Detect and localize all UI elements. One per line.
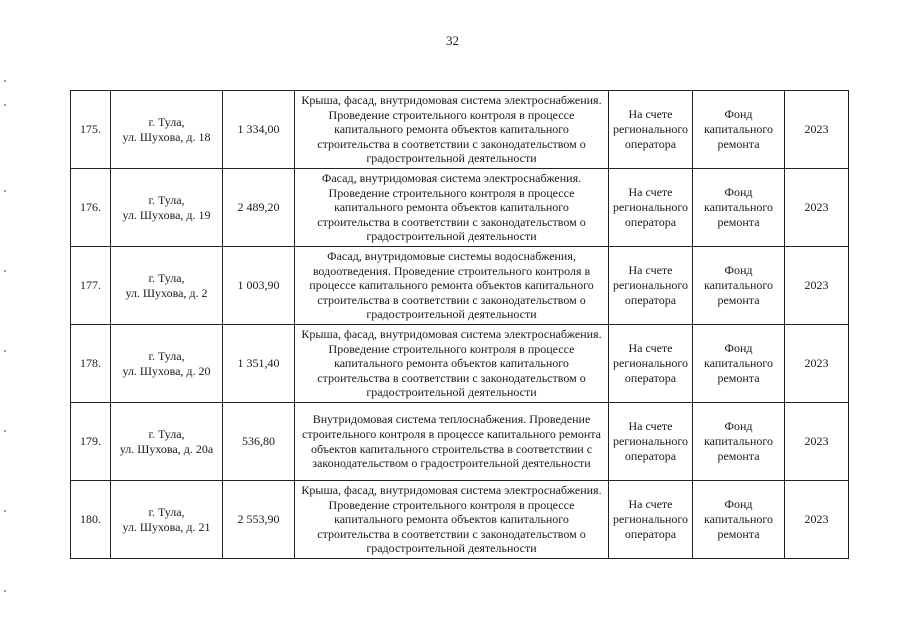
scan-margin-marks — [4, 60, 10, 640]
table-row — [71, 247, 849, 325]
year-cell: 2023 — [785, 91, 849, 169]
table-row — [71, 403, 849, 481]
table-row — [71, 481, 849, 559]
address-street: ул. Шухова, д. 20 — [122, 363, 211, 378]
account-cell: На счете регионального оператора — [609, 325, 693, 403]
row-number: 178. — [71, 325, 111, 403]
address-street: ул. Шухова, д. 19 — [122, 207, 211, 222]
work-description: Фасад, внутридомовая система электроснабжения. Проведение строительного контроля в процессе капитального ремонта объектов капитального строительства в соответствии с законодательством о градостроительной деятельности — [295, 169, 609, 247]
area-cell: 1 351,40 — [223, 325, 295, 403]
fund-cell: Фонд капитального ремонта — [693, 247, 785, 325]
row-number: 180. — [71, 481, 111, 559]
address-city: г. Тула, — [148, 270, 185, 285]
address-street: ул. Шухова, д. 2 — [125, 285, 208, 300]
row-number: 176. — [71, 169, 111, 247]
work-description: Внутридомовая система теплоснабжения. Проведение строительного контроля в процессе капитального ремонта объектов капитального строительства в соответствии с законодательством о градостроительной деятельности — [295, 403, 609, 481]
address-cell — [111, 247, 223, 325]
row-number: 179. — [71, 403, 111, 481]
fund-cell: Фонд капитального ремонта — [693, 481, 785, 559]
work-description: Крыша, фасад, внутридомовая система электроснабжения. Проведение строительного контроля в процессе капитального ремонта объектов капитального строительства в соответствии с законодательством о градостроительной деятельности — [295, 91, 609, 169]
work-description: Крыша, фасад, внутридомовая система электроснабжения. Проведение строительного контроля в процессе капитального ремонта объектов капитального строительства в соответствии с законодательством о градостроительной деятельности — [295, 325, 609, 403]
account-cell: На счете регионального оператора — [609, 403, 693, 481]
address-street: ул. Шухова, д. 20а — [119, 441, 214, 456]
area-cell: 1 334,00 — [223, 91, 295, 169]
repair-schedule-table — [70, 90, 849, 559]
year-cell: 2023 — [785, 169, 849, 247]
table-row — [71, 325, 849, 403]
page-number: 32 — [446, 33, 459, 48]
year-cell: 2023 — [785, 247, 849, 325]
address-cell — [111, 169, 223, 247]
address-city: г. Тула, — [148, 504, 185, 519]
area-cell: 536,80 — [223, 403, 295, 481]
address-street: ул. Шухова, д. 21 — [122, 519, 211, 534]
year-cell: 2023 — [785, 481, 849, 559]
address-city: г. Тула, — [148, 426, 185, 441]
row-number: 175. — [71, 91, 111, 169]
row-number: 177. — [71, 247, 111, 325]
fund-cell: Фонд капитального ремонта — [693, 403, 785, 481]
table-row — [71, 91, 849, 169]
area-cell: 1 003,90 — [223, 247, 295, 325]
fund-cell: Фонд капитального ремонта — [693, 91, 785, 169]
year-cell: 2023 — [785, 325, 849, 403]
address-street: ул. Шухова, д. 18 — [122, 129, 211, 144]
table-row — [71, 169, 849, 247]
work-description: Фасад, внутридомовые системы водоснабжения, водоотведения. Проведение строительного контроля в процессе капитального ремонта объектов капитального строительства в соответствии с законодательством о градостроительной деятельности — [295, 247, 609, 325]
address-cell — [111, 325, 223, 403]
account-cell: На счете регионального оператора — [609, 91, 693, 169]
address-city: г. Тула, — [148, 192, 185, 207]
fund-cell: Фонд капитального ремонта — [693, 325, 785, 403]
address-cell — [111, 403, 223, 481]
address-cell — [111, 91, 223, 169]
account-cell: На счете регионального оператора — [609, 481, 693, 559]
year-cell: 2023 — [785, 403, 849, 481]
work-description: Крыша, фасад, внутридомовая система электроснабжения. Проведение строительного контроля в процессе капитального ремонта объектов капитального строительства в соответствии с законодательством о градостроительной деятельности — [295, 481, 609, 559]
address-city: г. Тула, — [148, 114, 185, 129]
account-cell: На счете регионального оператора — [609, 247, 693, 325]
fund-cell: Фонд капитального ремонта — [693, 169, 785, 247]
area-cell: 2 553,90 — [223, 481, 295, 559]
area-cell: 2 489,20 — [223, 169, 295, 247]
address-city: г. Тула, — [148, 348, 185, 363]
address-cell — [111, 481, 223, 559]
account-cell: На счете регионального оператора — [609, 169, 693, 247]
